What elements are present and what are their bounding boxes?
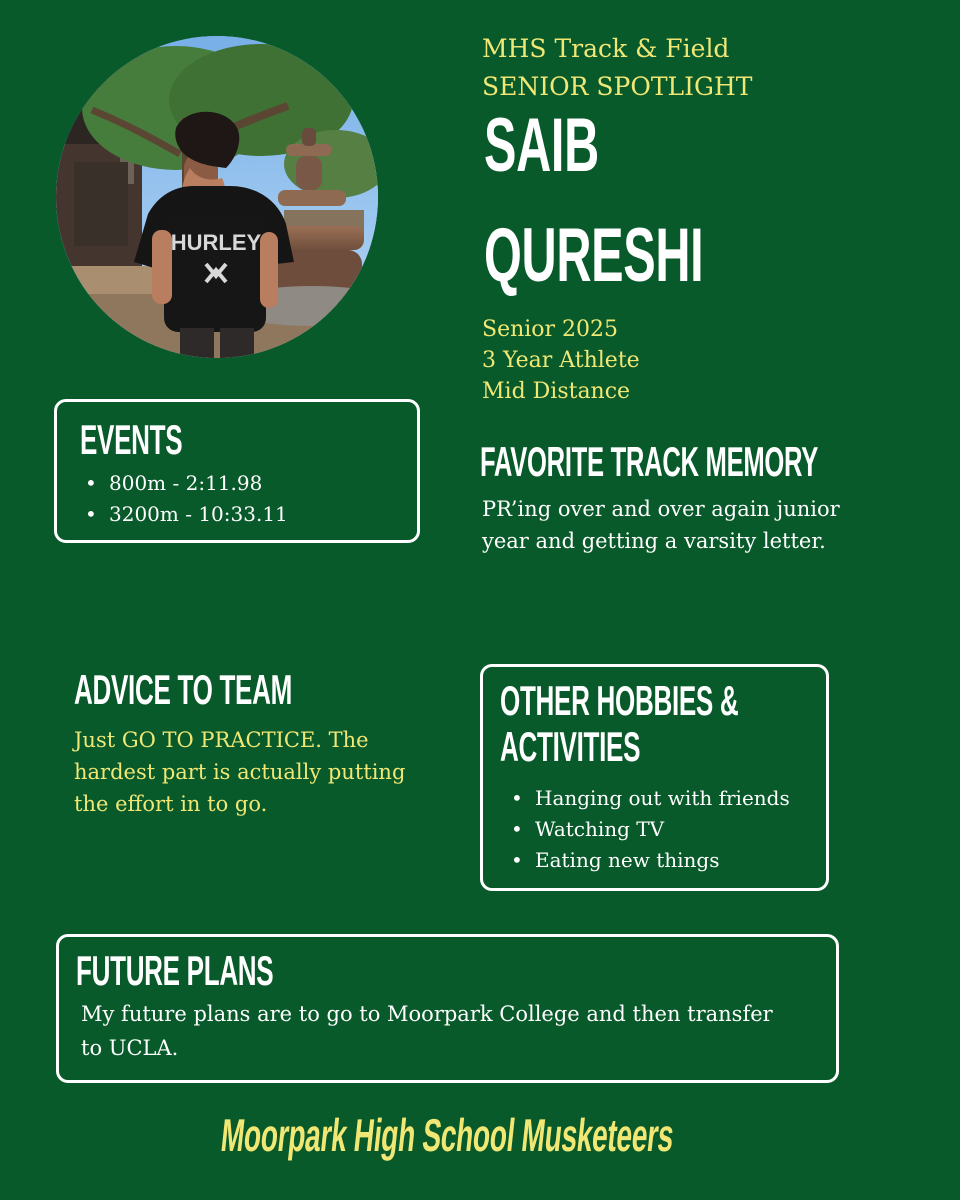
hobby-item-friends: • Hanging out with friends <box>511 783 806 814</box>
future-plans-title: FUTURE PLANS <box>76 947 274 994</box>
future-plans-box <box>56 934 839 1083</box>
athlete-class-year: Senior 2025 <box>482 317 619 342</box>
hobbies-box <box>480 664 829 891</box>
future-plans-text: My future plans are to go to Moorpark College and then transfer to UCLA. <box>81 1002 773 1060</box>
athlete-first-name: SAIB <box>484 103 599 188</box>
hobbies-title-line-1: OTHER HOBBIES & <box>500 677 739 724</box>
events-title: EVENTS <box>80 416 183 463</box>
athlete-years: 3 Year Athlete <box>482 348 640 373</box>
athlete-photo <box>56 36 378 358</box>
hobby-item-food: • Eating new things <box>511 845 806 876</box>
program-title: MHS Track & Field <box>482 34 730 63</box>
shirt-text: HURLEY <box>170 230 262 255</box>
favorite-memory-text: PR’ing over and over again junior year and getting a varsity letter. <box>482 497 840 553</box>
event-item-800m: • 800m - 2:11.98 <box>85 468 405 499</box>
advice-text: Just GO TO PRACTICE. The hardest part is actually putting the effort in to go. <box>74 728 406 816</box>
athlete-last-name: QURESHI <box>484 213 704 298</box>
hobby-item-tv: • Watching TV <box>511 814 806 845</box>
events-box <box>54 399 420 543</box>
favorite-memory-title: FAVORITE TRACK MEMORY <box>480 438 819 485</box>
feature-title: SENIOR SPOTLIGHT <box>482 72 753 101</box>
hobbies-title-line-2: ACTIVITIES <box>500 723 641 770</box>
hobbies-list <box>511 783 806 876</box>
athlete-discipline: Mid Distance <box>482 379 631 404</box>
footer-school-name: Moorpark High School Musketeers <box>218 1109 677 1161</box>
athlete-photo-graphic <box>56 36 378 358</box>
advice-title: ADVICE TO TEAM <box>74 666 292 713</box>
event-item-3200m: • 3200m - 10:33.11 <box>85 499 405 530</box>
events-list <box>85 468 405 530</box>
